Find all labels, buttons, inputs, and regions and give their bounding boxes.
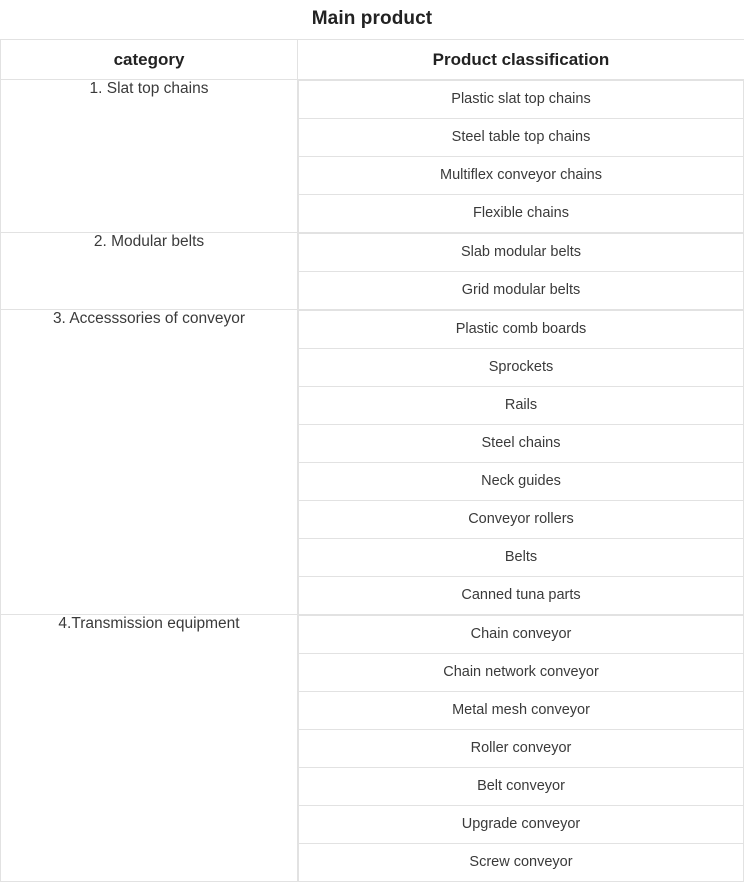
list-item	[299, 616, 744, 654]
table-row	[1, 615, 744, 882]
product-group-cell	[298, 310, 744, 615]
product-name: Plastic comb boards	[299, 311, 744, 349]
product-name: Belt conveyor	[299, 768, 744, 806]
list-item	[299, 425, 744, 463]
product-name: Upgrade conveyor	[299, 806, 744, 844]
list-item	[299, 157, 744, 195]
list-item	[299, 349, 744, 387]
table-header	[1, 40, 744, 80]
table-body	[1, 80, 744, 882]
product-name: Roller conveyor	[299, 730, 744, 768]
product-list	[298, 310, 744, 614]
list-item	[299, 844, 744, 882]
product-name: Chain conveyor	[299, 616, 744, 654]
table-header-row	[1, 40, 744, 80]
category-cell: 3. Accesssories of conveyor	[1, 310, 298, 615]
table-row	[1, 80, 744, 233]
table-row	[1, 310, 744, 615]
list-item	[299, 81, 744, 119]
list-item	[299, 501, 744, 539]
list-item	[299, 387, 744, 425]
list-item	[299, 195, 744, 233]
product-list	[298, 80, 744, 232]
list-item	[299, 654, 744, 692]
list-item	[299, 730, 744, 768]
product-group-cell	[298, 80, 744, 233]
product-name: Steel chains	[299, 425, 744, 463]
list-item	[299, 768, 744, 806]
page-title: Main product	[0, 0, 744, 39]
list-item	[299, 806, 744, 844]
product-name: Conveyor rollers	[299, 501, 744, 539]
product-group-cell	[298, 233, 744, 310]
product-name: Multiflex conveyor chains	[299, 157, 744, 195]
list-item	[299, 539, 744, 577]
product-name: Neck guides	[299, 463, 744, 501]
list-item	[299, 311, 744, 349]
category-cell: 4.Transmission equipment	[1, 615, 298, 882]
list-item	[299, 234, 744, 272]
list-item	[299, 272, 744, 310]
product-name: Canned tuna parts	[299, 577, 744, 615]
product-name: Belts	[299, 539, 744, 577]
header-category: category	[1, 40, 298, 80]
category-cell: 2. Modular belts	[1, 233, 298, 310]
main-product-table	[0, 39, 744, 882]
product-name: Metal mesh conveyor	[299, 692, 744, 730]
product-list	[298, 233, 744, 309]
product-name: Plastic slat top chains	[299, 81, 744, 119]
product-name: Sprockets	[299, 349, 744, 387]
product-name: Flexible chains	[299, 195, 744, 233]
list-item	[299, 692, 744, 730]
table-row	[1, 233, 744, 310]
header-classification: Product classification	[298, 40, 744, 80]
product-name: Chain network conveyor	[299, 654, 744, 692]
product-name: Grid modular belts	[299, 272, 744, 310]
product-list	[298, 615, 744, 881]
product-name: Rails	[299, 387, 744, 425]
list-item	[299, 463, 744, 501]
list-item	[299, 577, 744, 615]
product-name: Steel table top chains	[299, 119, 744, 157]
list-item	[299, 119, 744, 157]
category-cell: 1. Slat top chains	[1, 80, 298, 233]
product-group-cell	[298, 615, 744, 882]
product-name: Slab modular belts	[299, 234, 744, 272]
product-name: Screw conveyor	[299, 844, 744, 882]
